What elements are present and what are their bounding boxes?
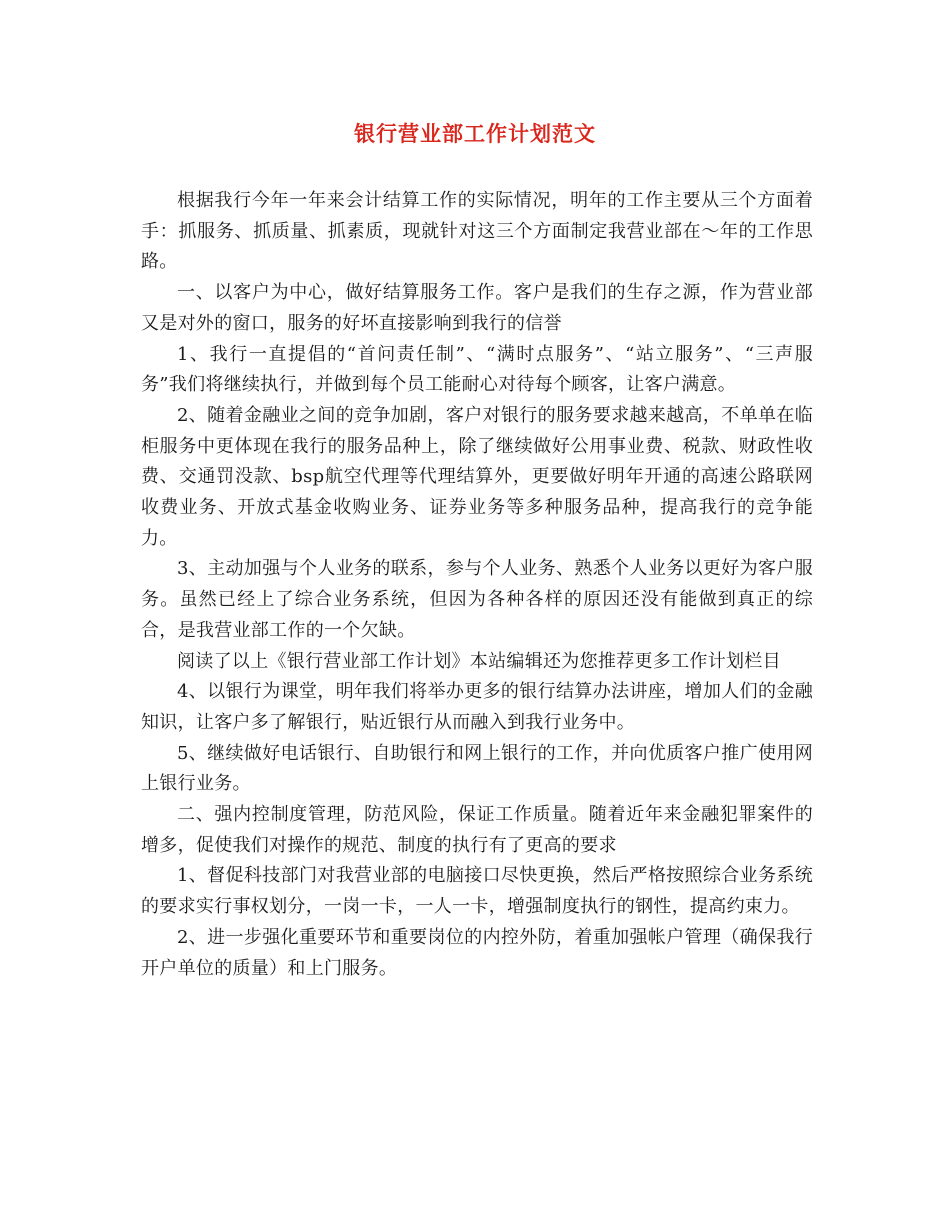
document-body — [141, 186, 813, 984]
paragraph-item-1-1: 1、我行一直提倡的“首问责任制”、“满时点服务”、“站立服务”、“三声服务”我们将继续执行，并做到每个员工能耐心对待每个顾客，让客户满意。 — [141, 343, 813, 396]
paragraph-recommendation: 阅读了以上《银行营业部工作计划》本站编辑还为您推荐更多工作计划栏目 — [177, 650, 781, 672]
paragraph-section-1-heading: 一、以客户为中心，做好结算服务工作。客户是我们的生存之源，作为营业部又是对外的窗口，服务的好坏直接影响到我行的信誉 — [141, 282, 813, 334]
paragraph-item-2-2: 2、进一步强化重要环节和重要岗位的内控外防，着重加强帐户管理（确保我行开户单位的质量）和上门服务。 — [141, 926, 813, 979]
paragraph-item-1-3: 3、主动加强与个人业务的联系，参与个人业务、熟悉个人业务以更好为客户服务。虽然已经上了综合业务系统，但因为各种各样的原因还没有能做到真正的综合，是我营业部工作的一个欠缺。 — [141, 558, 813, 641]
document-title: 银行营业部工作计划范文 — [354, 121, 596, 146]
paragraph-item-1-4: 4、以银行为课堂，明年我们将举办更多的银行结算办法讲座，增加人们的金融知识，让客户多了解银行，贴近银行从而融入到我行业务中。 — [141, 681, 813, 733]
paragraph-item-1-5: 5、继续做好电话银行、自助银行和网上银行的工作，并向优质客户推广使用网上银行业务。 — [141, 742, 813, 795]
paragraph-intro: 根据我行今年一年来会计结算工作的实际情况，明年的工作主要从三个方面着手：抓服务、抓质量、抓素质，现就针对这三个方面制定我营业部在～年的工作思路。 — [141, 190, 813, 273]
paragraph-section-2-heading: 二、强内控制度管理，防范风险，保证工作质量。随着近年来金融犯罪案件的增多，促使我们对操作的规范、制度的执行有了更高的要求 — [141, 804, 813, 856]
paragraph-item-1-2: 2、随着金融业之间的竞争加剧，客户对银行的服务要求越来越高，不单单在临柜服务中更体现在我行的服务品种上，除了继续做好公用事业费、税款、财政性收费、交通罚没款、bsp航空代理等代理结算外，更要做好明年开通的高速公路联网收费业务、开放式基金收购业务、证券业务等多种服务品种，提高我行的竞争能力。 — [141, 404, 813, 549]
paragraph-item-2-1: 1、督促科技部门对我营业部的电脑接口尽快更换，然后严格按照综合业务系统的要求实行事权划分，一岗一卡，一人一卡，增强制度执行的钢性，提高约束力。 — [141, 865, 813, 918]
